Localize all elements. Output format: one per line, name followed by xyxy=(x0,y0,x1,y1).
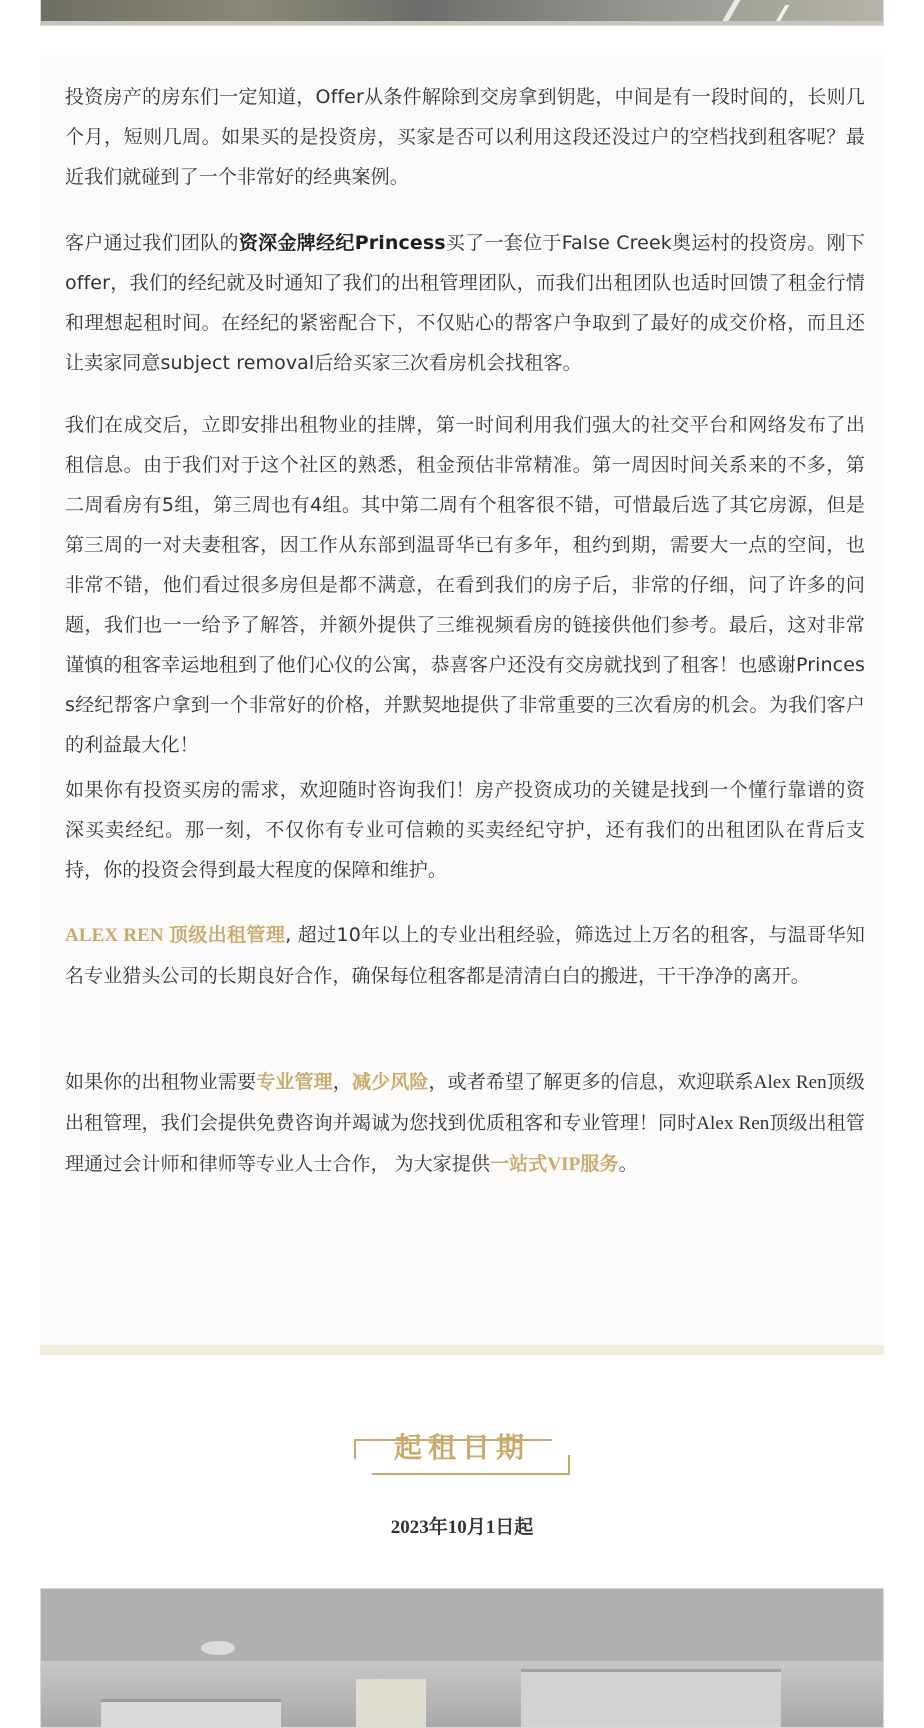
paragraph-case-text-a: 客户通过我们团队的 xyxy=(65,232,239,254)
photo-window xyxy=(101,1699,281,1728)
ceiling-light xyxy=(201,1641,235,1655)
article-panel xyxy=(40,55,884,1355)
paragraph-story: 我们在成交后，立即安排出租物业的挂牌，第一时间利用我们强大的社交平台和网络发布了出租信息。由于我们对于这个社区的熟悉，租金预估非常精准。第一周因时间关系来的不多，第二周看房有5组，第三周也有4组。其中第二周有个租客很不错，可惜最后选了其它房源，但是第三周的一对夫妻租客，因工作从东部到温哥华已有多年，租约到期，需要大一点的空间，也非常不错，他们看过很多房但是都不满意，在看到我们的房子后，非常的仔细，问了许多的问题，我们也一一给予了解答，并额外提供了三维视频看房的链接供他们参考。最后，这对非常谨慎的租客幸运地租到了他们心仪的公寓，恭喜客户还没有交房就找到了租客！也感谢Princess经纪帮客户拿到一个非常好的价格，并默契地提供了非常重要的三次看房的机会。为我们客户的利益最大化！ xyxy=(65,414,865,756)
section-title-wrapper xyxy=(0,1425,924,1475)
photo-barrier xyxy=(41,21,883,25)
paragraph-contact-text-a: 如果你的出租物业需要 xyxy=(65,1071,257,1093)
photo-column xyxy=(356,1679,426,1728)
paragraph-case xyxy=(65,223,865,383)
photo-window xyxy=(521,1669,781,1728)
agent-highlight: 资深金牌经纪Princess xyxy=(238,232,446,254)
paragraph-contact-end: 。 xyxy=(618,1153,638,1175)
highlight-reduce-risk: 减少风险 xyxy=(351,1071,429,1093)
highlight-vip-service: 一站式VIP服务 xyxy=(490,1154,619,1175)
frame-corner-top-left xyxy=(354,1439,374,1459)
property-photo-top xyxy=(40,0,884,26)
paragraph-invite: 如果你有投资买房的需求，欢迎随时咨询我们！房产投资成功的关键是找到一个懂行靠谱的资深买卖经纪。那一刻，不仅你有专业可信赖的买卖经纪守护，还有我们的出租团队在背后支持，你的投资会得到最大程度的保障和维护。 xyxy=(65,779,865,881)
highlight-professional-management: 专业管理 xyxy=(256,1071,333,1093)
company-name-highlight: ALEX REN 顶级出租管理 xyxy=(65,925,286,946)
paragraph-contact xyxy=(65,1062,865,1185)
frame-top-line xyxy=(354,1439,552,1441)
paragraph-company-text: , 超过10年以上的专业出租经验，筛选过上万名的租客，与温哥华知名专业猎头公司的长期良好合作，确保每位租客都是清清白白的搬进，干干净净的离开。 xyxy=(65,924,865,987)
frame-corner-bottom-right xyxy=(550,1455,570,1475)
paragraph-contact-text-b: ，或者希望了解更多的信息，欢迎联系Alex Ren顶级出租管理，我们会提供免费咨询并竭诚为您找到优质租客和专业管理！同时Alex Ren顶级出租管理通过会计师和律师等专业人士合作， 为大家提供 xyxy=(65,1072,865,1175)
photo-ceiling xyxy=(41,1589,883,1661)
paragraph-company xyxy=(65,915,865,996)
move-in-date: 2023年10月1日起 xyxy=(390,1517,534,1538)
frame-bottom-line xyxy=(372,1473,570,1475)
paragraph-case-text-b: 买了一套位于False Creek奥运村的投资房。刚下offer，我们的经纪就及时通知了我们的出租管理团队，而我们出租团队也适时回馈了租金行情和理想起租时间。在经纪的紧密配合下，不仅贴心的帮客户争取到了最好的成交价格，而且还让卖家同意subject removal后给买家三次看房机会找租客。 xyxy=(65,232,865,374)
property-photo-interior xyxy=(40,1588,884,1728)
paragraph-intro: 投资房产的房东们一定知道，Offer从条件解除到交房拿到钥匙，中间是有一段时间的，长则几个月，短则几周。如果买的是投资房，买家是否可以利用这段还没过户的空档找到租客呢？最近我们就碰到了一个非常好的经典案例。 xyxy=(65,86,865,188)
separator: ， xyxy=(332,1071,352,1093)
section-title: 起租日期 xyxy=(393,1431,530,1464)
section-title-frame xyxy=(354,1425,570,1471)
